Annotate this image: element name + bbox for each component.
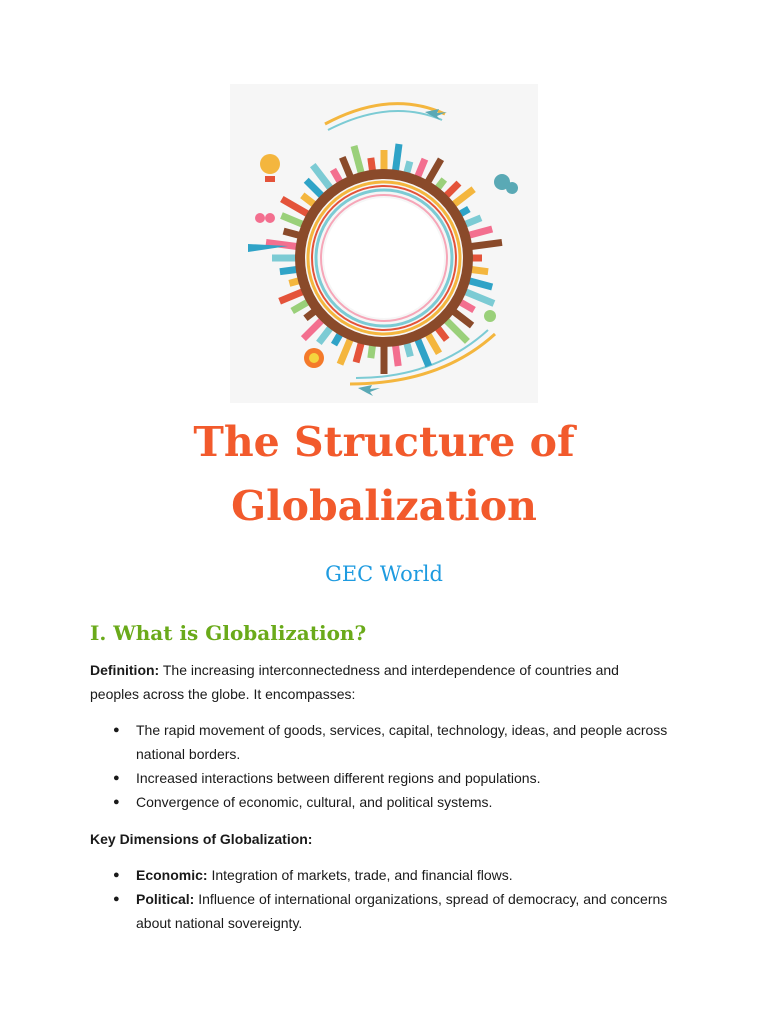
landmark-shape [460,302,474,310]
landmark-shape [292,302,308,311]
landmark-shape [465,292,494,304]
list-item [90,766,670,790]
landmark-shape [303,320,321,338]
landmark-shape [438,179,445,188]
landmark-shape [356,343,361,362]
dimension-text: Influence of international organizations, spread of democracy, and concerns about national sovereignty. [136,891,668,931]
landmark-shape [469,229,492,235]
landmark-shape [333,170,340,182]
landmark-shape [471,242,502,246]
landmark-shape [407,343,411,357]
landmark-shape [371,345,373,358]
landmark-shape [469,281,492,287]
landmark-shape [334,334,340,344]
landmark-shape [418,339,429,366]
landmark-shape [460,209,469,214]
landmark-shape [354,146,361,173]
landmark-shape [407,161,410,173]
bullet-icon: ● [113,796,120,808]
landmark-shape [280,269,297,271]
definition-label: Definition: [90,662,160,678]
title-line-2: Globalization [231,482,537,530]
landmark-shape [302,195,314,204]
landmark-shape [280,292,303,302]
landmark-shape [281,216,302,225]
list-item-text: Increased interactions between different regions and populations. [136,770,541,786]
landmark-shape [289,281,299,284]
landmark-shape [454,312,472,326]
list-item [90,887,670,935]
section-content [90,658,670,935]
bullet-icon: ● [113,869,120,881]
bullet-icon: ● [113,772,120,784]
landmark-shape [438,328,447,340]
document-subtitle: GEC World [325,562,443,586]
landmark-shape [428,159,441,182]
landmark-shape [395,345,398,366]
dimensions-bullet-list [90,863,670,935]
dimension-label: Economic: [136,867,208,883]
landmark-shape [454,189,474,204]
landmark-shape [306,180,322,196]
landmark-shape [395,144,399,171]
definition-paragraph [90,658,670,706]
key-dimensions-label: Key Dimensions of Globalization: [90,831,313,847]
title-line-1: The Structure of [193,418,575,466]
bullet-icon: ● [113,724,120,736]
landmark-shape [340,339,350,364]
landmark-shape [305,312,314,319]
dimension-text: Integration of markets, trade, and financial flows. [207,867,513,883]
list-item-text: Convergence of economic, cultural, and political systems. [136,794,493,810]
hero-illustration [230,84,538,403]
list-item-text: The rapid movement of goods, services, capital, technology, ideas, and people across national borders. [136,722,668,762]
list-item [90,790,670,814]
landmark-shape [319,328,331,343]
landmark-shape [471,269,488,271]
landmark-shape [418,159,425,177]
bullet-icon: ● [113,893,120,905]
landmark-shape [465,218,481,225]
dimension-label: Political: [136,891,195,907]
landmark-shape [342,157,350,176]
section-heading: I. What is Globalization? [90,621,367,645]
landmark-shape [428,334,439,353]
landmark-shape [282,199,308,214]
document-title [0,410,768,538]
landmark-shape [446,183,459,196]
list-item [90,718,670,766]
landmark-shape [284,231,299,235]
definition-text: The increasing interconnectedness and interdependence of countries and peoples across the globe. It encompasses: [90,662,619,702]
globe-landmarks-icon [230,84,538,403]
key-dimensions-heading [90,827,670,851]
definition-bullet-list [90,718,670,814]
landmark-shape [371,158,373,171]
list-item [90,863,670,887]
